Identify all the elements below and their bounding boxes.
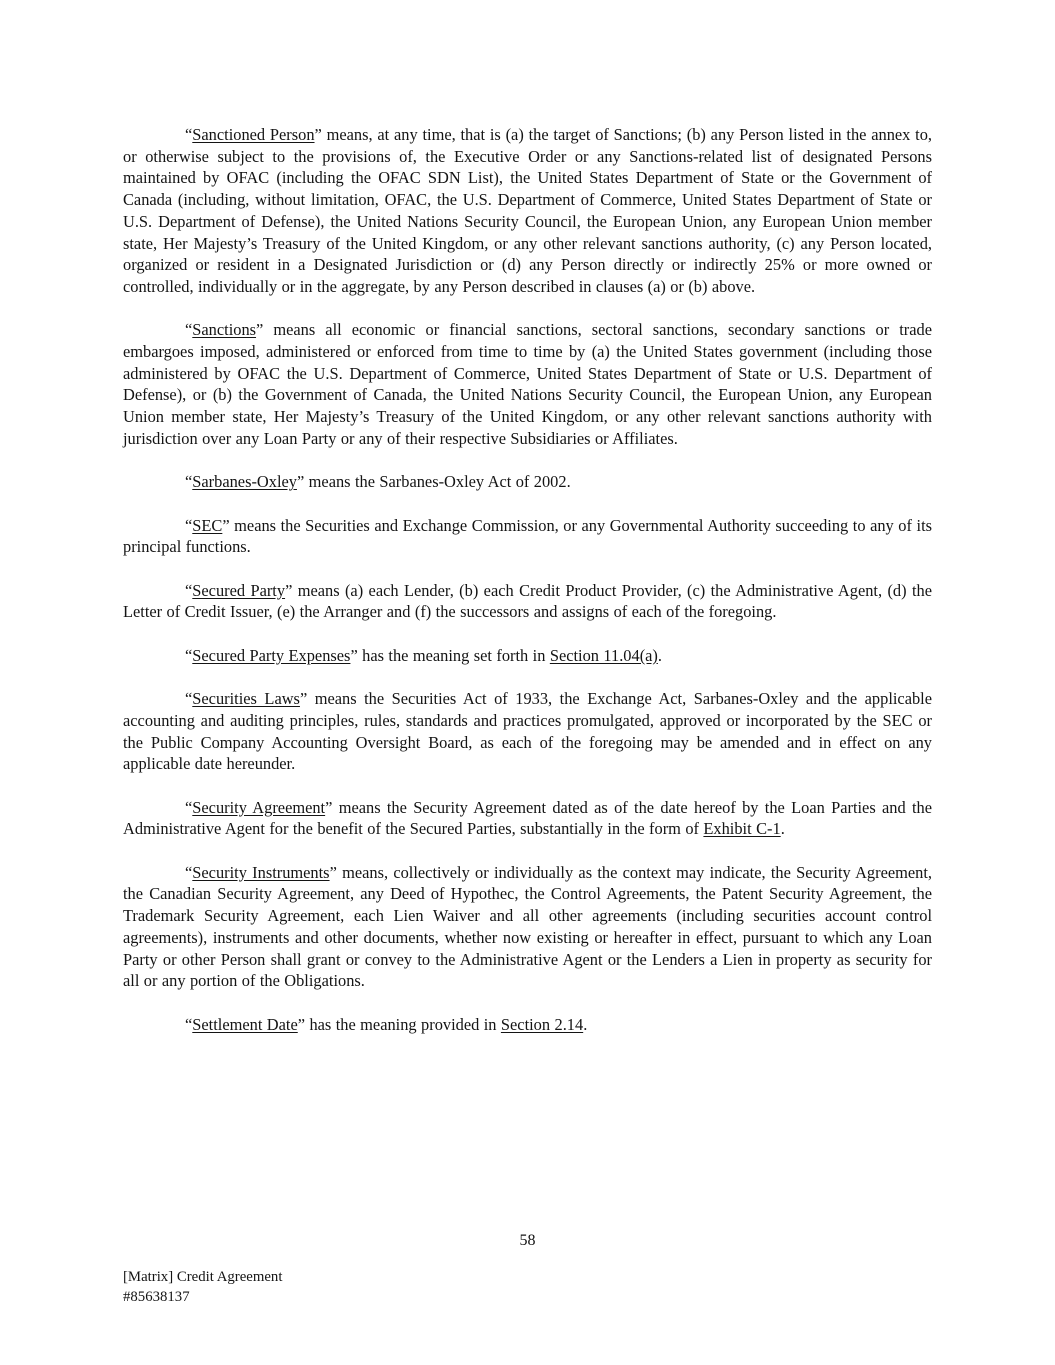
paragraph-text: ” means the Sarbanes-Oxley Act of 2002.: [296, 472, 571, 492]
paragraph-text: “: [185, 125, 193, 144]
footer-doc-id: #85638137: [123, 1288, 190, 1305]
paragraph-text: ” means the Securities and Exchange Commission, or any Governmental Authority succeeding to any of its principal functions.: [123, 515, 932, 557]
underlined-term: Secured Party Expenses: [192, 645, 351, 665]
underlined-term: SEC: [192, 515, 223, 535]
page-footer: [123, 1268, 282, 1307]
document-body: [123, 124, 932, 1035]
underlined-term: Sarbanes-Oxley: [192, 472, 297, 492]
paragraph-text: “: [185, 472, 193, 492]
definition-paragraph: [123, 580, 932, 623]
paragraph-text: “: [185, 797, 193, 817]
underlined-term: Section 2.14: [500, 1014, 584, 1034]
definition-paragraph: [123, 124, 932, 298]
definition-paragraph: [123, 645, 932, 667]
underlined-term: Securities Laws: [192, 689, 300, 709]
definition-paragraph: [123, 1014, 932, 1036]
paragraph-text: “: [185, 862, 193, 882]
definition-paragraph: [123, 862, 932, 992]
paragraph-text: ” means, at any time, that is (a) the target of Sanctions; (b) any Person listed in the annex to, or otherwise subject to the provisions of, the Executive Order or any Sanctions-related list of designated Persons maintained by OFAC (including the OFAC SDN List), the United States Department of State or the Government of Canada (including, without limitation, OFAC, the U.S. Department of Commerce, United States Department of State or U.S. Department of Defense), the United Nations Security Council, the European Union, any European Union member state, Her Majesty’s Treasury of the United Kingdom, or any other relevant sanctions authority, (c) any Person located, organized or resident in a Designated Jurisdiction or (d) any Person directly or indirectly 25% or more owned or controlled, individually or in the aggregate, by any Person described in clauses (a) or (b) above.: [123, 125, 933, 296]
underlined-term: Security Agreement: [192, 797, 326, 817]
page-number: 58: [519, 1232, 536, 1249]
paragraph-text: “: [185, 645, 193, 665]
paragraph-text: ” means (a) each Lender, (b) each Credit Product Provider, (c) the Administrative Agent, (d) the Letter of Credit Issuer, (e) the Arranger and (f) the successors and assigns of each of the foregoing.: [123, 580, 932, 622]
footer-doc-title: [Matrix] Credit Agreement: [123, 1269, 283, 1285]
paragraph-text: .: [780, 819, 785, 839]
paragraph-text: “: [185, 320, 193, 340]
paragraph-text: .: [583, 1014, 588, 1034]
paragraph-text: ” means the Security Agreement dated as of the date hereof by the Loan Parties and the Administrative Agent for the benefit of the Secured Parties, substantially in the form of: [123, 797, 932, 839]
definition-paragraph: [123, 471, 932, 493]
underlined-term: Security Instruments: [192, 862, 330, 882]
paragraph-text: ” means the Securities Act of 1933, the Exchange Act, Sarbanes-Oxley and the applicable accounting and auditing principles, rules, standards and practices promulgated, approved or incorporated by the SEC or the Public Company Accounting Oversight Board, as each of the foregoing may be amended and in effect on any applicable date hereunder.: [123, 689, 932, 774]
paragraph-text: .: [657, 645, 662, 665]
paragraph-text: ” has the meaning set forth in: [350, 645, 550, 665]
underlined-term: Sanctioned Person: [192, 125, 315, 144]
underlined-term: Section 11.04(a): [549, 645, 658, 665]
definition-paragraph: [123, 319, 932, 449]
underlined-term: Exhibit C-1: [703, 819, 781, 839]
paragraph-text: “: [185, 1014, 193, 1034]
paragraph-text: ” means all economic or financial sanctions, sectoral sanctions, secondary sanctions or trade embargoes imposed, administered or enforced from time to time by (a) the United States government (including those administered by OFAC the U.S. Department of Commerce, United States Department of State or U.S. Department of Defense), or (b) the Government of Canada, the United Nations Security Council, the European Union, any European Union member state, Her Majesty’s Treasury of the United Kingdom, or any other relevant sanctions authority with jurisdiction over any Loan Party or any of their respective Subsidiaries or Affiliates.: [123, 320, 932, 448]
underlined-term: Secured Party: [192, 580, 286, 600]
underlined-term: Settlement Date: [192, 1014, 298, 1034]
definition-paragraph: [123, 515, 932, 558]
definition-paragraph: [123, 688, 932, 775]
paragraph-text: “: [185, 689, 193, 709]
definition-paragraph: [123, 797, 932, 840]
paragraph-text: “: [185, 515, 193, 535]
paragraph-text: ” means, collectively or individually as the context may indicate, the Security Agreement, the Canadian Security Agreement, any Deed of Hypothec, the Control Agreements, the Patent Security Agreement, the Trademark Security Agreement, each Lien Waiver and all other agreements (including securities account control agreements), instruments and other documents, whether now existing or hereafter in effect, pursuant to which any Loan Party or other Person shall grant or convey to the Administrative Agent or the Lenders a Lien in property as security for all or any portion of the Obligations.: [123, 862, 932, 991]
paragraph-text: ” has the meaning provided in: [297, 1014, 501, 1034]
underlined-term: Sanctions: [192, 320, 257, 340]
paragraph-text: “: [185, 580, 193, 600]
